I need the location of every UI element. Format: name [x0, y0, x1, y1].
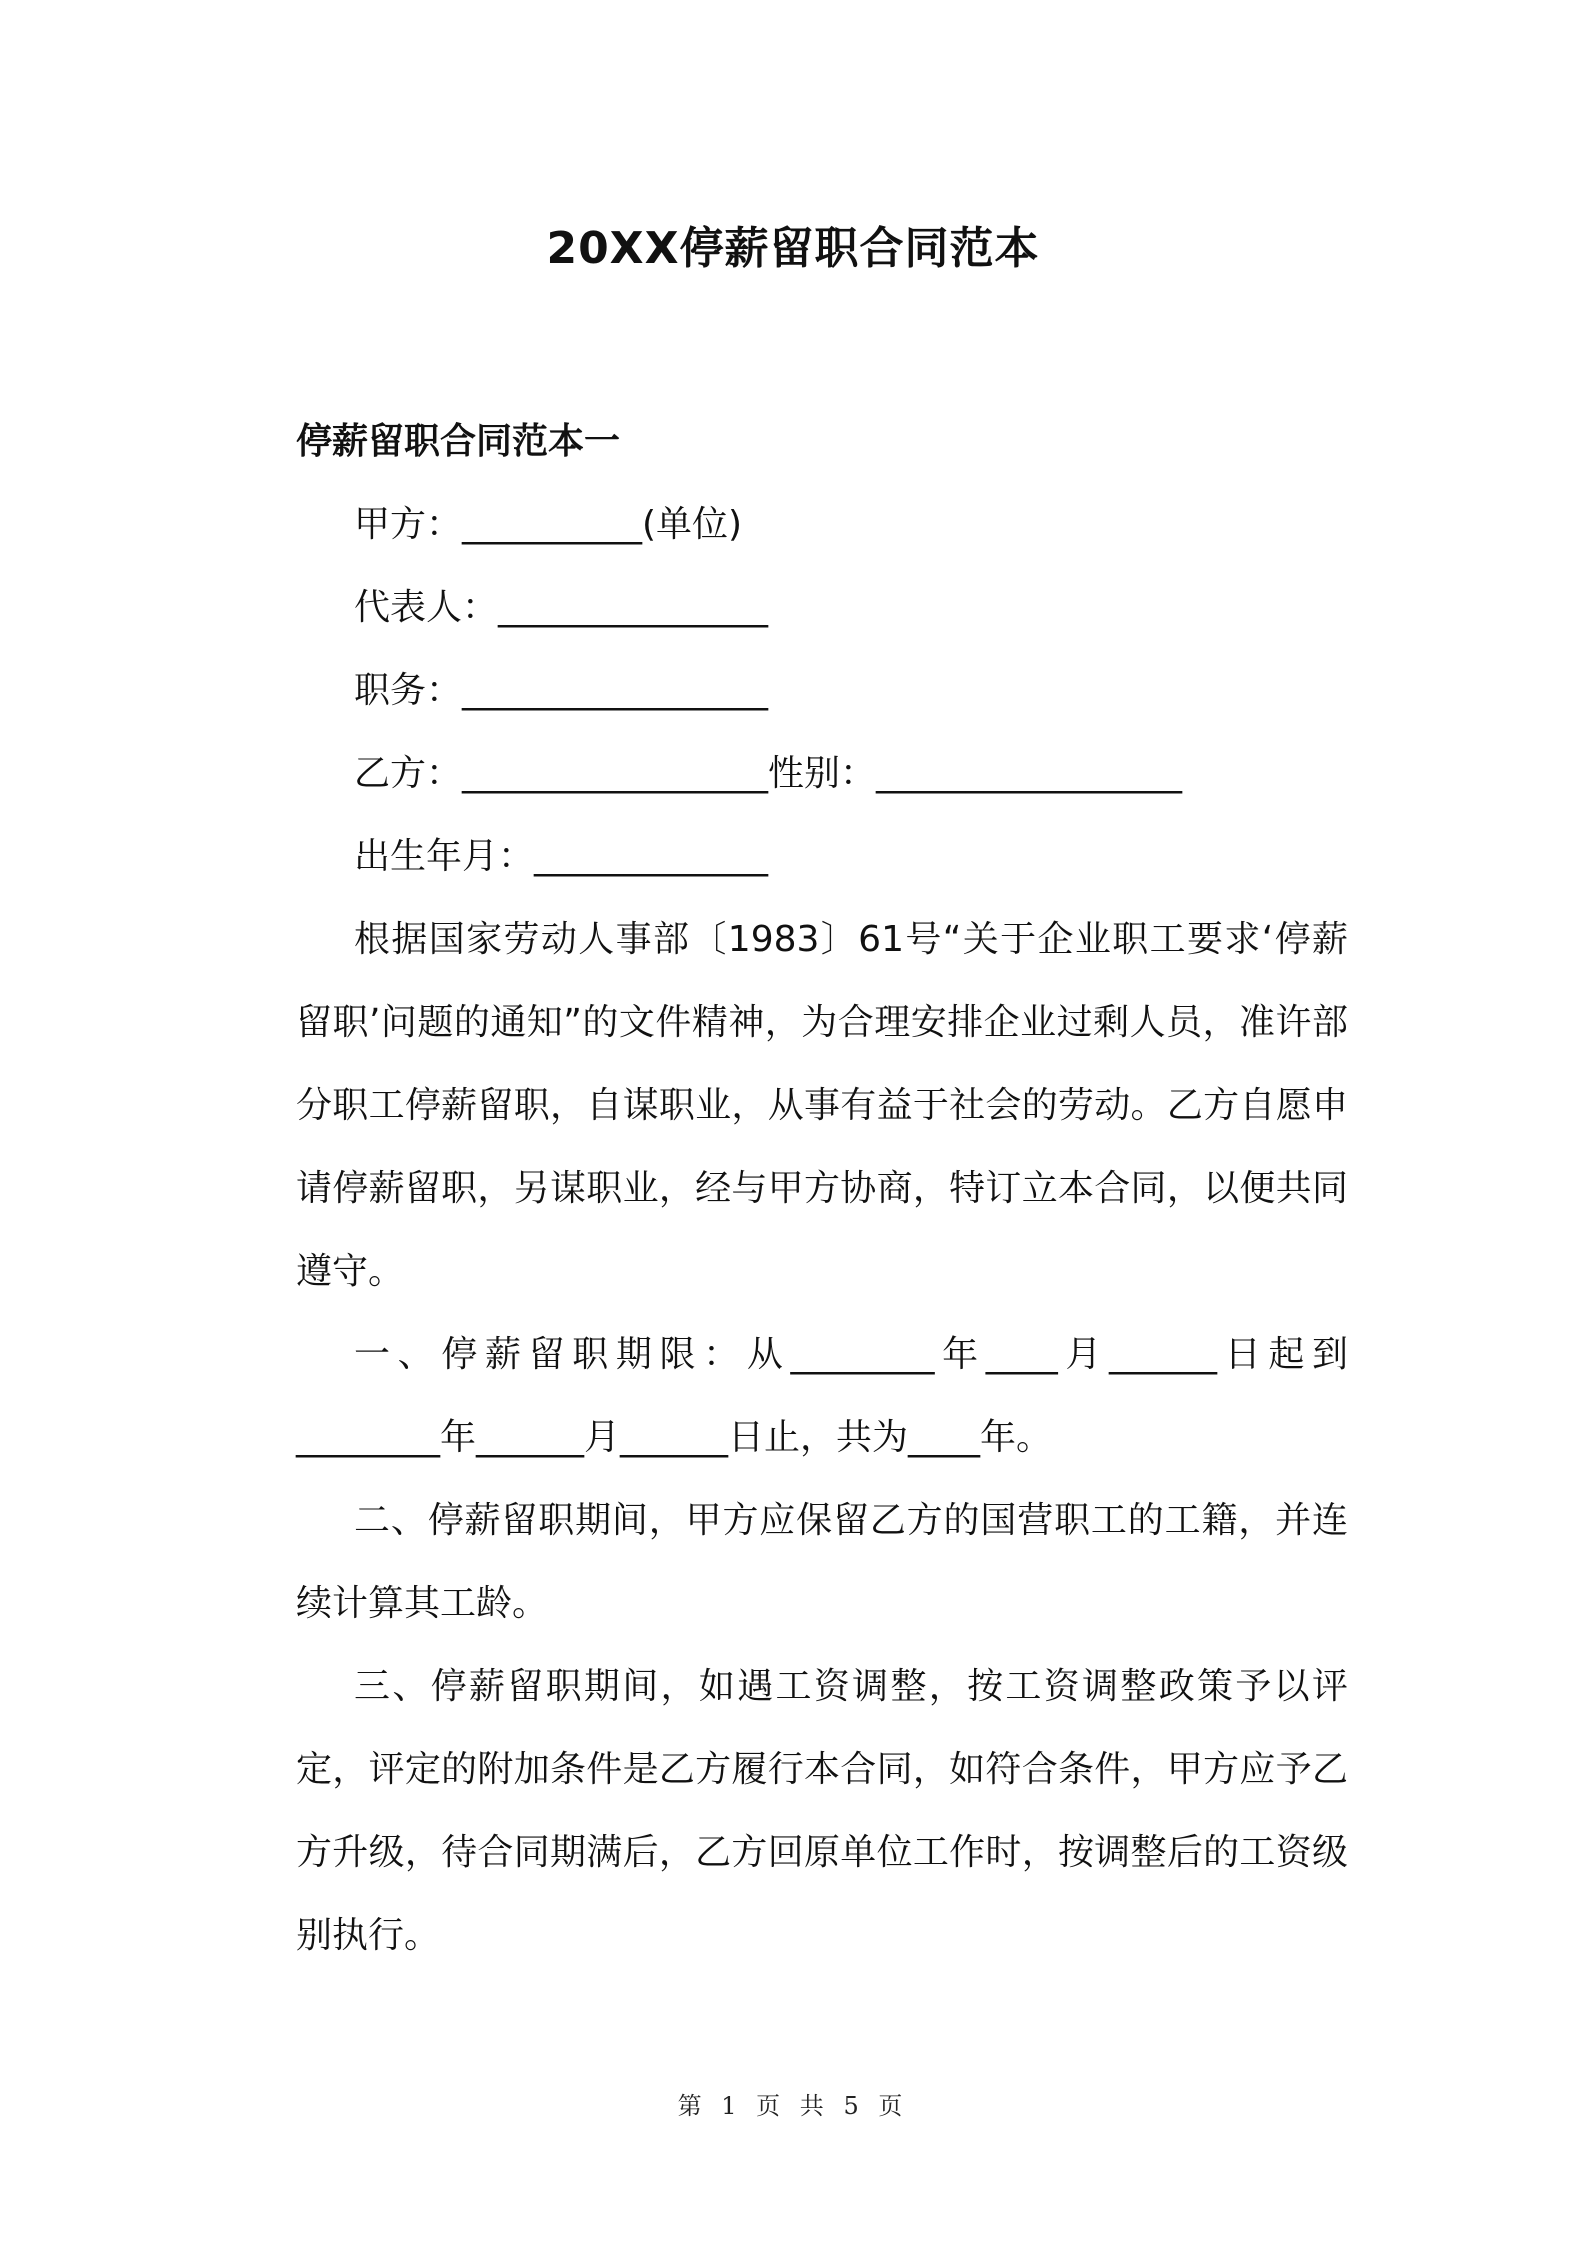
paragraph-clause-1: 一、停薪留职期限：从________年____月______日起到________年______月______日止，共为____年。: [296, 1334, 1348, 1458]
field-representative: 代表人：_______________: [354, 587, 769, 628]
document-body: [296, 400, 1348, 1977]
paragraph-preamble: 根据国家劳动人事部〔1983〕61号“关于企业职工要求‘停薪留职’问题的通知”的文件精神，为合理安排企业过剩人员，准许部分职工停薪留职，自谋职业，从事有益于社会的劳动。乙方自愿申请停薪留职，另谋职业，经与甲方协商，特订立本合同，以便共同遵守。: [296, 919, 1348, 1292]
page-footer: 第 1 页 共 5 页: [677, 2092, 909, 2120]
field-party-a: 甲方：__________(单位): [354, 504, 743, 545]
field-position: 职务：_________________: [354, 670, 769, 711]
document-title: 20XX停薪留职合同范本: [546, 223, 1040, 274]
section-title: 停薪留职合同范本一: [296, 421, 621, 462]
field-party-b-gender: 乙方：_________________性别：_________________: [354, 753, 1183, 794]
paragraph-clause-2: 二、停薪留职期间，甲方应保留乙方的国营职工的工籍，并连续计算其工龄。: [296, 1500, 1348, 1624]
field-birth-date: 出生年月：_____________: [354, 836, 769, 877]
paragraph-clause-3: 三、停薪留职期间，如遇工资调整，按工资调整政策予以评定，评定的附加条件是乙方履行本合同，如符合条件，甲方应予乙方升级，待合同期满后，乙方回原单位工作时，按调整后的工资级别执行。: [296, 1666, 1348, 1956]
